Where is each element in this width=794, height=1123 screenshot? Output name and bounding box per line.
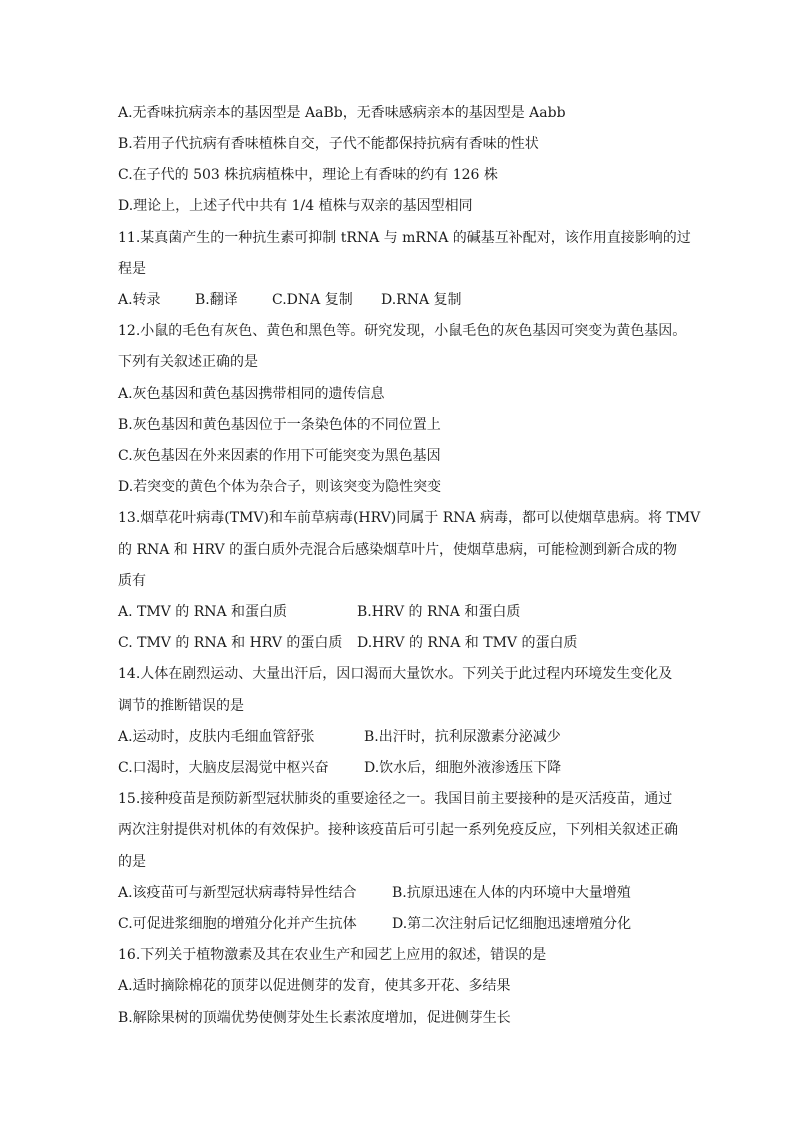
q11-option-b: B.翻译 [195,292,238,308]
q14-stem-line-2: 调节的推断错误的是 [118,698,244,714]
q13-option-d: D.HRV 的 RNA 和 TMV 的蛋白质 [357,635,578,651]
q16-option-b: B.解除果树的顶端优势使侧芽处生长素浓度增加，促进侧芽生长 [118,1010,511,1026]
q14-option-a: A.运动时，皮肤内毛细血管舒张 [118,729,315,745]
q12-stem-line-2: 下列有关叙述正确的是 [118,354,258,370]
q11-stem-line-1: 11.某真菌产生的一种抗生素可抑制 tRNA 与 mRNA 的碱基互补配对，该作用直接影响的过 [118,230,691,246]
q15-stem-line-2: 两次注射提供对机体的有效保护。接种该疫苗后可引起一系列免疫反应，下列相关叙述正确 [118,822,678,838]
q12-option-a: A.灰色基因和黄色基因携带相同的遗传信息 [118,386,385,402]
q16-option-a: A.适时摘除棉花的顶芽以促进侧芽的发育，使其多开花、多结果 [118,978,511,994]
q15-option-d: D.第二次注射后记忆细胞迅速增殖分化 [392,916,632,932]
q11-option-c: C.DNA 复制 [272,292,353,308]
q14-option-b: B.出汗时，抗利尿激素分泌减少 [364,729,561,745]
q13-stem-line-3: 质有 [118,573,146,589]
q10-option-c: C.在子代的 503 株抗病植株中，理论上有香味的约有 126 株 [118,167,498,183]
q11-option-a: A.转录 [118,292,161,308]
q15-option-a: A.该疫苗可与新型冠状病毒特异性结合 [118,885,357,901]
q10-option-b: B.若用子代抗病有香味植株自交，子代不能都保持抗病有香味的性状 [118,136,539,152]
q13-stem-line-1: 13.烟草花叶病毒(TMV)和车前草病毒(HRV)同属于 RNA 病毒，都可以使烟草患病。将 TMV [118,510,701,526]
q12-option-c: C.灰色基因在外来因素的作用下可能突变为黑色基因 [118,448,441,464]
q14-option-d: D.饮水后，细胞外液渗透压下降 [364,760,562,776]
q13-option-a: A. TMV 的 RNA 和蛋白质 [118,604,288,620]
q11-stem-line-2: 程是 [118,261,146,277]
q13-stem-line-2: 的 RNA 和 HRV 的蛋白质外壳混合后感染烟草叶片，使烟草患病，可能检测到新合成的物 [118,542,678,558]
q14-stem-line-1: 14.人体在剧烈运动、大量出汗后，因口渴而大量饮水。下列关于此过程内环境发生变化及 [118,666,673,682]
q15-option-b: B.抗原迅速在人体的内环境中大量增殖 [392,885,631,901]
q15-stem-line-3: 的是 [118,854,146,870]
q15-stem-line-1: 15.接种疫苗是预防新型冠状肺炎的重要途径之一。我国目前主要接种的是灭活疫苗，通过 [118,791,673,807]
q14-option-c: C.口渴时，大脑皮层渴觉中枢兴奋 [118,760,329,776]
q13-option-c: C. TMV 的 RNA 和 HRV 的蛋白质 [118,635,343,651]
q13-option-b: B.HRV 的 RNA 和蛋白质 [357,604,521,620]
q10-option-d: D.理论上，上述子代中共有 1/4 植株与双亲的基因型相同 [118,198,473,214]
q11-option-d: D.RNA 复制 [381,292,462,308]
q12-option-d: D.若突变的黄色个体为杂合子，则该突变为隐性突变 [118,479,442,495]
q16-stem-line-1: 16.下列关于植物激素及其在农业生产和园艺上应用的叙述，错误的是 [118,947,547,963]
q12-option-b: B.灰色基因和黄色基因位于一条染色体的不同位置上 [118,417,441,433]
q12-stem-line-1: 12.小鼠的毛色有灰色、黄色和黑色等。研究发现，小鼠毛色的灰色基因可突变为黄色基因。 [118,323,687,339]
q10-option-a: A.无香味抗病亲本的基因型是 AaBb，无香味感病亲本的基因型是 Aabb [118,105,566,121]
q15-option-c: C.可促进浆细胞的增殖分化并产生抗体 [118,916,357,932]
